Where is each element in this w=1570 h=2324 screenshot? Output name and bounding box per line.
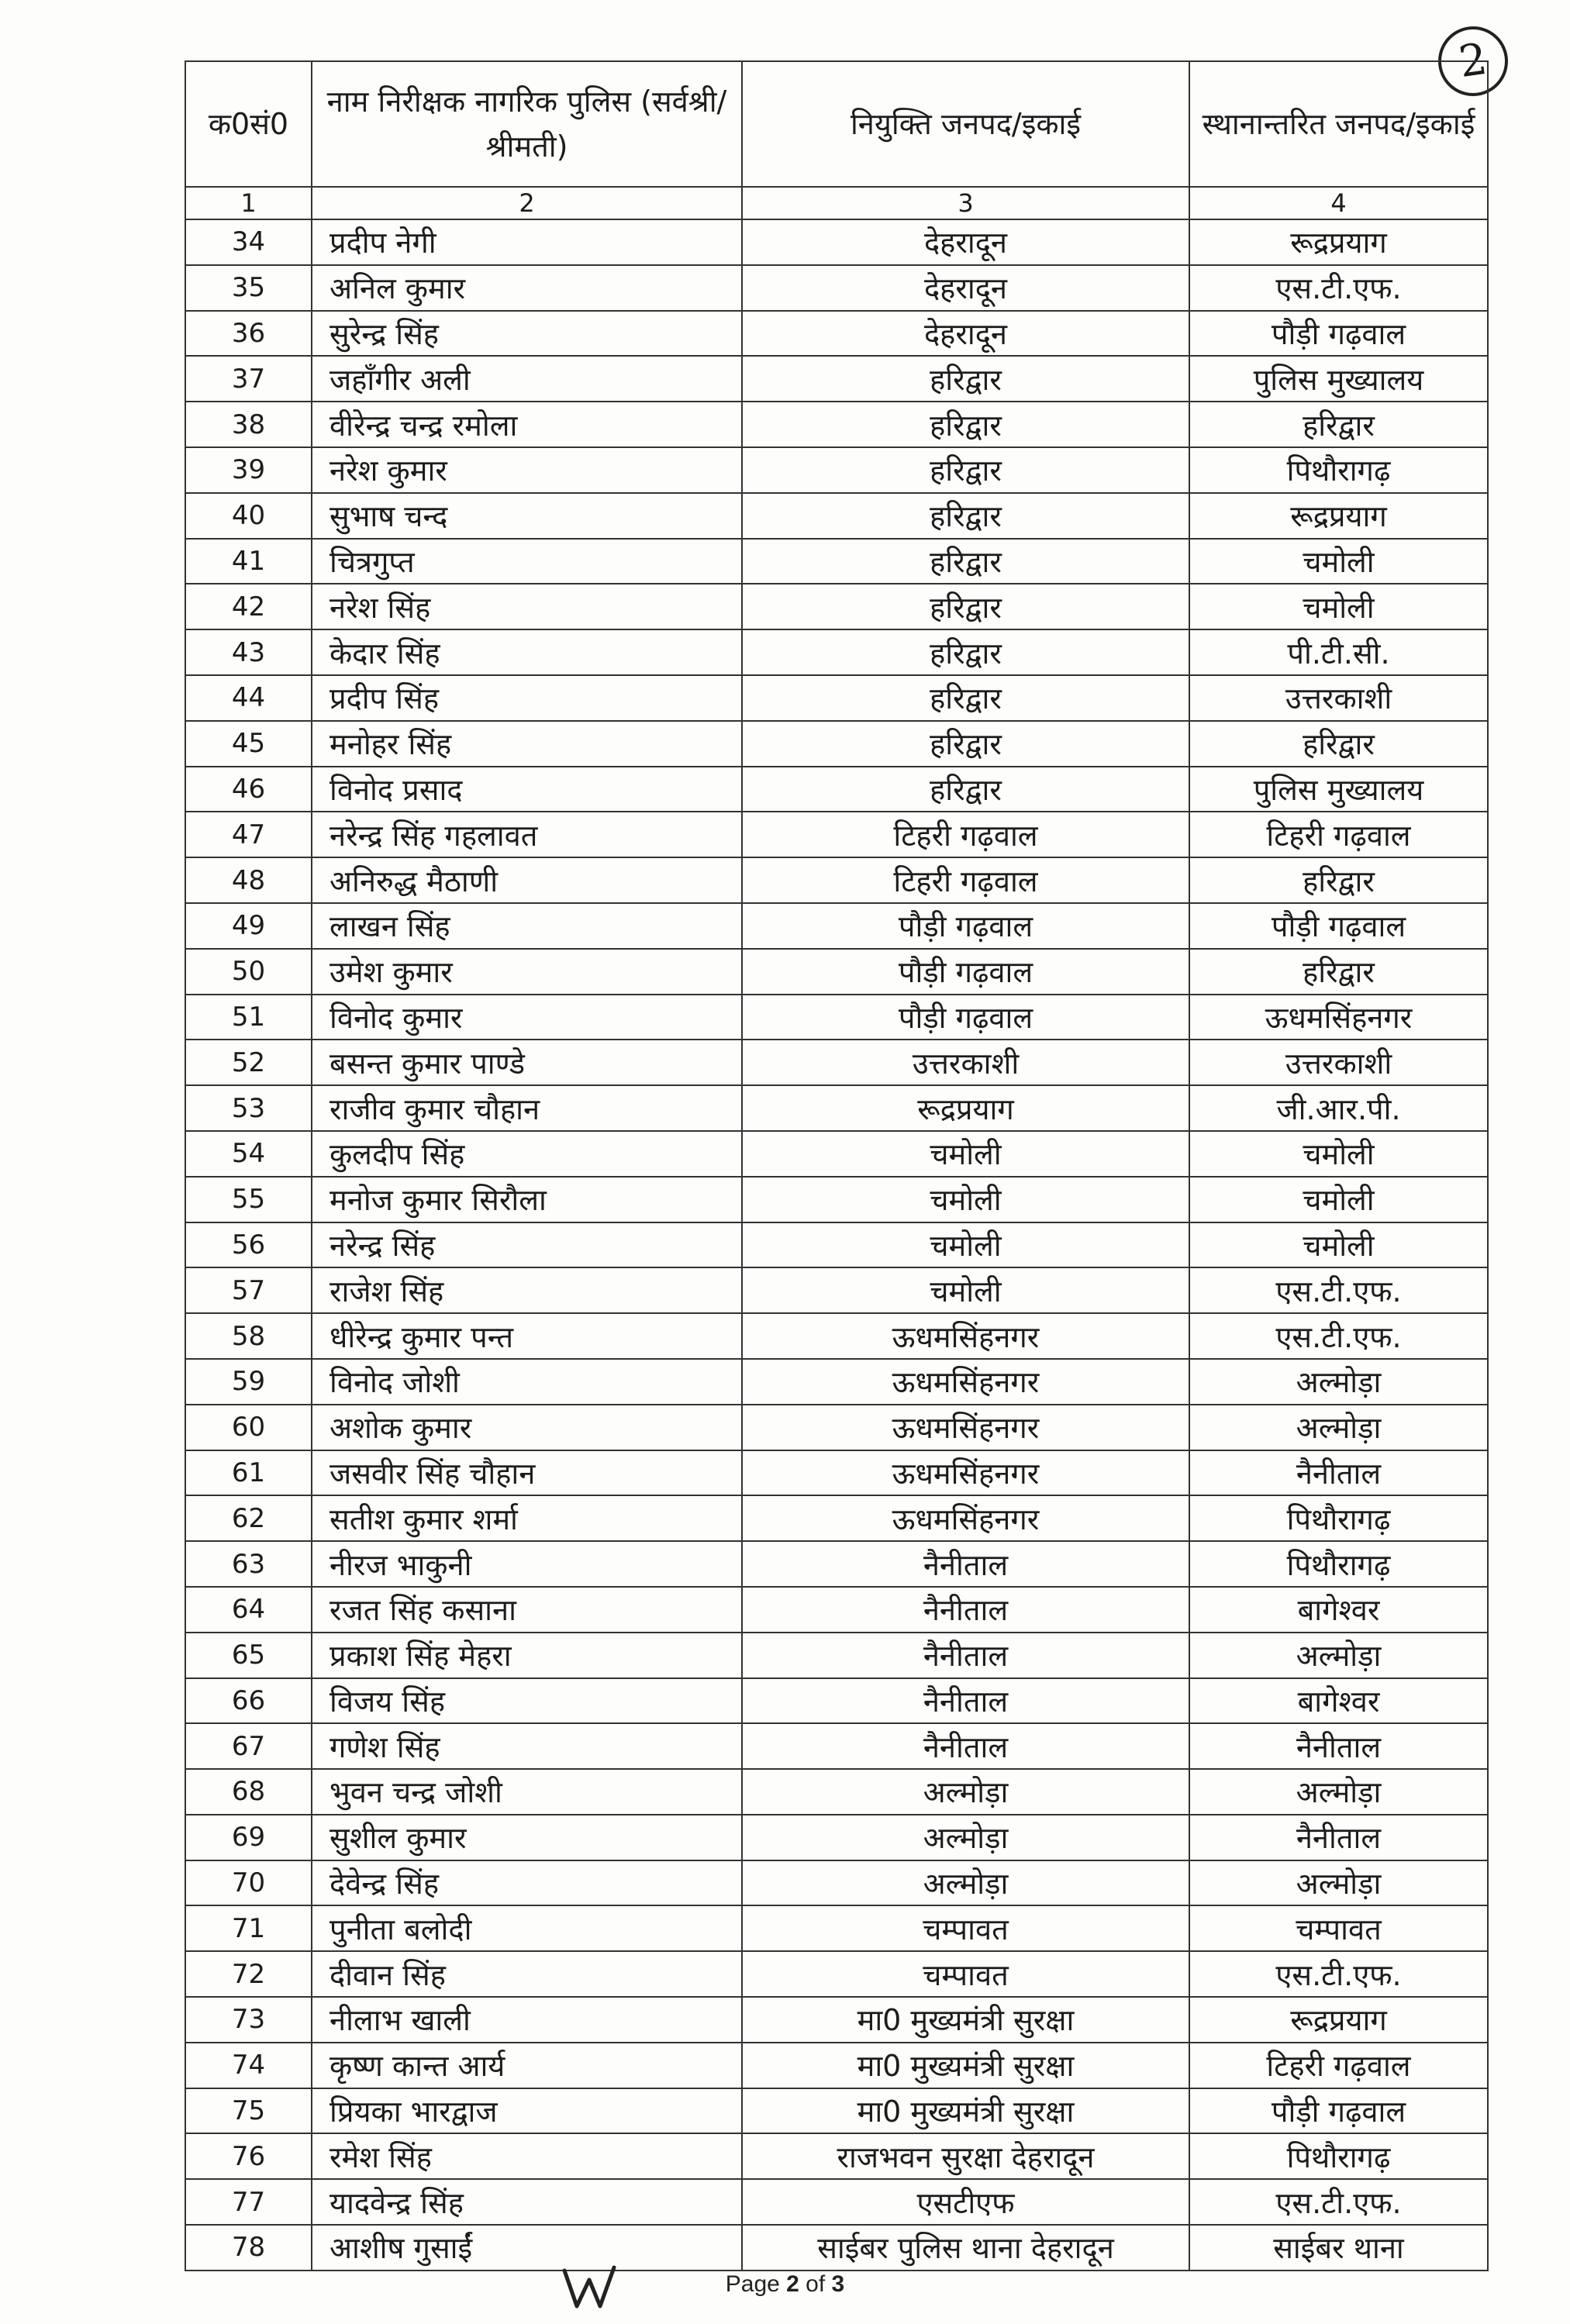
posting-cell: पौड़ी गढ़वाल (742, 903, 1189, 949)
posting-cell: नैनीताल (742, 1678, 1189, 1724)
posting-cell: टिहरी गढ़वाल (742, 857, 1189, 903)
table-row (185, 1222, 1488, 1268)
header-transferred-to: स्थानान्तरित जनपद/इकाई (1189, 61, 1488, 187)
table-row (185, 949, 1488, 995)
name-cell: राजेश सिंह (312, 1267, 742, 1313)
table-row (185, 1450, 1488, 1496)
transferred-to-cell: पिथौरागढ़ (1189, 1495, 1488, 1541)
name-cell: धीरेन्द्र कुमार पन्त (312, 1313, 742, 1359)
name-cell: नरेन्द्र सिंह (312, 1222, 742, 1268)
posting-cell: चमोली (742, 1177, 1189, 1222)
table-row (185, 356, 1488, 402)
column-number: 4 (1189, 187, 1488, 219)
transferred-to-cell: पौड़ी गढ़वाल (1189, 903, 1488, 949)
name-cell: सुशील कुमार (312, 1815, 742, 1860)
table-row (185, 1951, 1488, 1997)
table-row (185, 1267, 1488, 1313)
name-cell: लाखन सिंह (312, 903, 742, 949)
transferred-to-cell: हरिद्वार (1189, 402, 1488, 447)
transferred-to-cell: एस.टी.एफ. (1189, 1267, 1488, 1313)
table-row (185, 584, 1488, 629)
table-row (185, 1905, 1488, 1951)
name-cell: सतीश कुमार शर्मा (312, 1495, 742, 1541)
serial-cell: 58 (185, 1313, 312, 1359)
name-cell: कृष्ण कान्त आर्य (312, 2043, 742, 2088)
table-row (185, 1085, 1488, 1131)
serial-cell: 75 (185, 2088, 312, 2134)
table-row (185, 995, 1488, 1040)
serial-cell: 74 (185, 2043, 312, 2088)
serial-cell: 61 (185, 1450, 312, 1496)
name-cell: अनिरुद्ध मैठाणी (312, 857, 742, 903)
table-row (185, 219, 1488, 265)
transferred-to-cell: बागेश्वर (1189, 1678, 1488, 1724)
posting-cell: मा0 मुख्यमंत्री सुरक्षा (742, 2088, 1189, 2134)
serial-cell: 69 (185, 1815, 312, 1860)
posting-cell: चमोली (742, 1131, 1189, 1177)
transferred-to-cell: नैनीताल (1189, 1723, 1488, 1769)
table-row (185, 1177, 1488, 1222)
table-row (185, 903, 1488, 949)
serial-cell: 46 (185, 767, 312, 812)
serial-cell: 63 (185, 1541, 312, 1587)
name-cell: सुभाष चन्द (312, 493, 742, 539)
transferred-to-cell: नैनीताल (1189, 1450, 1488, 1496)
serial-cell: 48 (185, 857, 312, 903)
transferred-to-cell: जी.आर.पी. (1189, 1085, 1488, 1131)
transferred-to-cell: नैनीताल (1189, 1815, 1488, 1860)
footer-middle: of (799, 2271, 832, 2297)
name-cell: सुरेन्द्र सिंह (312, 311, 742, 357)
footer-prefix: Page (725, 2271, 787, 2297)
posting-cell: टिहरी गढ़वाल (742, 812, 1189, 857)
transferred-to-cell: साईबर थाना (1189, 2225, 1488, 2271)
name-cell: दीवान सिंह (312, 1951, 742, 1997)
name-cell: नीलाभ खाली (312, 1997, 742, 2043)
name-cell: पुनीता बलोदी (312, 1905, 742, 1951)
name-cell: वीरेन्द्र चन्द्र रमोला (312, 402, 742, 447)
transferred-to-cell: अल्मोड़ा (1189, 1359, 1488, 1405)
serial-cell: 54 (185, 1131, 312, 1177)
posting-cell: चम्पावत (742, 1951, 1189, 1997)
table-row (185, 1587, 1488, 1633)
table-row (185, 1997, 1488, 2043)
name-cell: राजीव कुमार चौहान (312, 1085, 742, 1131)
name-cell: विनोद प्रसाद (312, 767, 742, 812)
table-row (185, 402, 1488, 447)
posting-cell: हरिद्वार (742, 675, 1189, 721)
serial-cell: 42 (185, 584, 312, 629)
posting-cell: मा0 मुख्यमंत्री सुरक्षा (742, 2043, 1189, 2088)
transferred-to-cell: उत्तरकाशी (1189, 1040, 1488, 1085)
footer-current-page: 2 (786, 2271, 799, 2297)
posting-cell: अल्मोड़ा (742, 1769, 1189, 1815)
posting-cell: चमोली (742, 1222, 1189, 1268)
posting-cell: हरिद्वार (742, 402, 1189, 447)
table-row (185, 1769, 1488, 1815)
transferred-to-cell: टिहरी गढ़वाल (1189, 812, 1488, 857)
name-cell: भुवन चन्द्र जोशी (312, 1769, 742, 1815)
posting-cell: देहरादून (742, 311, 1189, 357)
name-cell: नरेश कुमार (312, 447, 742, 493)
posting-cell: हरिद्वार (742, 356, 1189, 402)
name-cell: प्रियका भारद्वाज (312, 2088, 742, 2134)
serial-cell: 64 (185, 1587, 312, 1633)
column-number: 2 (312, 187, 742, 219)
transferred-to-cell: चमोली (1189, 1177, 1488, 1222)
serial-cell: 51 (185, 995, 312, 1040)
table-row (185, 1040, 1488, 1085)
name-cell: मनोहर सिंह (312, 721, 742, 767)
serial-cell: 34 (185, 219, 312, 265)
serial-cell: 60 (185, 1405, 312, 1450)
serial-cell: 65 (185, 1633, 312, 1678)
transferred-to-cell: बागेश्वर (1189, 1587, 1488, 1633)
table-row (185, 493, 1488, 539)
serial-cell: 50 (185, 949, 312, 995)
transferred-to-cell: पिथौरागढ़ (1189, 1541, 1488, 1587)
name-cell: मनोज कुमार सिरौला (312, 1177, 742, 1222)
posting-cell: देहरादून (742, 265, 1189, 311)
header-serial: क0सं0 (185, 61, 312, 187)
serial-cell: 36 (185, 311, 312, 357)
name-cell: प्रदीप नेगी (312, 219, 742, 265)
transferred-to-cell: चमोली (1189, 584, 1488, 629)
posting-cell: नैनीताल (742, 1541, 1189, 1587)
posting-cell: अल्मोड़ा (742, 1815, 1189, 1860)
table-row (185, 1633, 1488, 1678)
serial-cell: 59 (185, 1359, 312, 1405)
table-row (185, 1541, 1488, 1587)
transferred-to-cell: पिथौरागढ़ (1189, 2133, 1488, 2179)
name-cell: प्रकाश सिंह मेहरा (312, 1633, 742, 1678)
transferred-to-cell: एस.टी.एफ. (1189, 1313, 1488, 1359)
transferred-to-cell: अल्मोड़ा (1189, 1633, 1488, 1678)
name-cell: विनोद जोशी (312, 1359, 742, 1405)
column-number-row (185, 187, 1488, 219)
posting-cell: एसटीएफ (742, 2179, 1189, 2225)
name-cell: नीरज भाकुनी (312, 1541, 742, 1587)
transferred-to-cell: अल्मोड़ा (1189, 1405, 1488, 1450)
serial-cell: 78 (185, 2225, 312, 2271)
name-cell: अशोक कुमार (312, 1405, 742, 1450)
serial-cell: 37 (185, 356, 312, 402)
table-body (185, 219, 1488, 2271)
posting-cell: हरिद्वार (742, 721, 1189, 767)
transferred-to-cell: अल्मोड़ा (1189, 1860, 1488, 1906)
posting-cell: पौड़ी गढ़वाल (742, 949, 1189, 995)
table-row (185, 629, 1488, 675)
name-cell: देवेन्द्र सिंह (312, 1860, 742, 1906)
table-row (185, 812, 1488, 857)
name-cell: प्रदीप सिंह (312, 675, 742, 721)
posting-cell: पौड़ी गढ़वाल (742, 995, 1189, 1040)
name-cell: नरेन्द्र सिंह गहलावत (312, 812, 742, 857)
name-cell: जसवीर सिंह चौहान (312, 1450, 742, 1496)
serial-cell: 67 (185, 1723, 312, 1769)
posting-cell: हरिद्वार (742, 629, 1189, 675)
posting-cell: हरिद्वार (742, 584, 1189, 629)
table-row (185, 2133, 1488, 2179)
page-number-mark: 2 (1434, 22, 1513, 101)
name-cell: बसन्त कुमार पाण्डे (312, 1040, 742, 1085)
posting-cell: देहरादून (742, 219, 1189, 265)
table-row (185, 2043, 1488, 2088)
transferred-to-cell: उत्तरकाशी (1189, 675, 1488, 721)
serial-cell: 68 (185, 1769, 312, 1815)
serial-cell: 55 (185, 1177, 312, 1222)
posting-cell: हरिद्वार (742, 447, 1189, 493)
transferred-to-cell: एस.टी.एफ. (1189, 265, 1488, 311)
table-row (185, 2225, 1488, 2271)
table-row (185, 721, 1488, 767)
serial-cell: 44 (185, 675, 312, 721)
name-cell: जहाँगीर अली (312, 356, 742, 402)
transferred-to-cell: पौड़ी गढ़वाल (1189, 2088, 1488, 2134)
posting-cell: उत्तरकाशी (742, 1040, 1189, 1085)
table-row (185, 1678, 1488, 1724)
name-cell: गणेश सिंह (312, 1723, 742, 1769)
name-cell: कुलदीप सिंह (312, 1131, 742, 1177)
posting-cell: ऊधमसिंहनगर (742, 1405, 1189, 1450)
serial-cell: 57 (185, 1267, 312, 1313)
serial-cell: 47 (185, 812, 312, 857)
transferred-to-cell: चमोली (1189, 539, 1488, 584)
name-cell: विनोद कुमार (312, 995, 742, 1040)
table-row (185, 1359, 1488, 1405)
name-cell: रमेश सिंह (312, 2133, 742, 2179)
name-cell: उमेश कुमार (312, 949, 742, 995)
serial-cell: 35 (185, 265, 312, 311)
transferred-to-cell: एस.टी.एफ. (1189, 2179, 1488, 2225)
posting-cell: नैनीताल (742, 1723, 1189, 1769)
posting-cell: अल्मोड़ा (742, 1860, 1189, 1906)
name-cell: यादवेन्द्र सिंह (312, 2179, 742, 2225)
posting-cell: रूद्रप्रयाग (742, 1085, 1189, 1131)
transferred-to-cell: टिहरी गढ़वाल (1189, 2043, 1488, 2088)
table-row (185, 2179, 1488, 2225)
serial-cell: 62 (185, 1495, 312, 1541)
table-row (185, 1815, 1488, 1860)
posting-cell: हरिद्वार (742, 539, 1189, 584)
transferred-to-cell: पिथौरागढ़ (1189, 447, 1488, 493)
transferred-to-cell: हरिद्वार (1189, 857, 1488, 903)
table-row (185, 1495, 1488, 1541)
serial-cell: 71 (185, 1905, 312, 1951)
transferred-to-cell: पौड़ी गढ़वाल (1189, 311, 1488, 357)
transferred-to-cell: हरिद्वार (1189, 721, 1488, 767)
name-cell: रजत सिंह कसाना (312, 1587, 742, 1633)
posting-cell: ऊधमसिंहनगर (742, 1313, 1189, 1359)
name-cell: अनिल कुमार (312, 265, 742, 311)
transferred-to-cell: चम्पावत (1189, 1905, 1488, 1951)
column-number: 3 (742, 187, 1189, 219)
table-row (185, 675, 1488, 721)
name-cell: चित्रगुप्त (312, 539, 742, 584)
transferred-to-cell: चमोली (1189, 1222, 1488, 1268)
name-cell: विजय सिंह (312, 1678, 742, 1724)
serial-cell: 76 (185, 2133, 312, 2179)
serial-cell: 53 (185, 1085, 312, 1131)
serial-cell: 45 (185, 721, 312, 767)
name-cell: आशीष गुसाईं (312, 2225, 742, 2271)
serial-cell: 66 (185, 1678, 312, 1724)
posting-cell: हरिद्वार (742, 767, 1189, 812)
posting-cell: ऊधमसिंहनगर (742, 1450, 1189, 1496)
name-cell: केदार सिंह (312, 629, 742, 675)
posting-cell: ऊधमसिंहनगर (742, 1495, 1189, 1541)
table-row (185, 265, 1488, 311)
table-row (185, 1860, 1488, 1906)
posting-cell: हरिद्वार (742, 493, 1189, 539)
serial-cell: 39 (185, 447, 312, 493)
header-posting: नियुक्ति जनपद/इकाई (742, 61, 1189, 187)
page-footer (0, 2271, 1570, 2298)
table-row (185, 767, 1488, 812)
serial-cell: 70 (185, 1860, 312, 1906)
transferred-to-cell: पी.टी.सी. (1189, 629, 1488, 675)
transferred-to-cell: पुलिस मुख्यालय (1189, 767, 1488, 812)
transferred-to-cell: एस.टी.एफ. (1189, 1951, 1488, 1997)
table-row (185, 1723, 1488, 1769)
serial-cell: 49 (185, 903, 312, 949)
transferred-to-cell: पुलिस मुख्यालय (1189, 356, 1488, 402)
column-number: 1 (185, 187, 312, 219)
serial-cell: 56 (185, 1222, 312, 1268)
serial-cell: 52 (185, 1040, 312, 1085)
serial-cell: 77 (185, 2179, 312, 2225)
header-name: नाम निरीक्षक नागरिक पुलिस (सर्वश्री/श्रीमती) (312, 61, 742, 187)
serial-cell: 41 (185, 539, 312, 584)
header-row (185, 61, 1488, 187)
posting-cell: साईबर पुलिस थाना देहरादून (742, 2225, 1189, 2271)
transferred-to-cell: अल्मोड़ा (1189, 1769, 1488, 1815)
footer-total-pages: 3 (831, 2271, 845, 2297)
name-cell: नरेश सिंह (312, 584, 742, 629)
posting-cell: चमोली (742, 1267, 1189, 1313)
transferred-to-cell: चमोली (1189, 1131, 1488, 1177)
table-row (185, 1313, 1488, 1359)
transferred-to-cell: रूद्रप्रयाग (1189, 219, 1488, 265)
table-row (185, 311, 1488, 357)
table-row (185, 539, 1488, 584)
table-row (185, 2088, 1488, 2134)
table-row (185, 857, 1488, 903)
posting-cell: राजभवन सुरक्षा देहरादून (742, 2133, 1189, 2179)
transfer-table (185, 60, 1489, 2271)
table-row (185, 1131, 1488, 1177)
transferred-to-cell: रूद्रप्रयाग (1189, 493, 1488, 539)
transferred-to-cell: रूद्रप्रयाग (1189, 1997, 1488, 2043)
serial-cell: 38 (185, 402, 312, 447)
posting-cell: मा0 मुख्यमंत्री सुरक्षा (742, 1997, 1189, 2043)
serial-cell: 72 (185, 1951, 312, 1997)
serial-cell: 43 (185, 629, 312, 675)
table-row (185, 447, 1488, 493)
transferred-to-cell: ऊधमसिंहनगर (1189, 995, 1488, 1040)
serial-cell: 40 (185, 493, 312, 539)
posting-cell: नैनीताल (742, 1587, 1189, 1633)
posting-cell: नैनीताल (742, 1633, 1189, 1678)
table-row (185, 1405, 1488, 1450)
posting-cell: ऊधमसिंहनगर (742, 1359, 1189, 1405)
serial-cell: 73 (185, 1997, 312, 2043)
transferred-to-cell: हरिद्वार (1189, 949, 1488, 995)
posting-cell: चम्पावत (742, 1905, 1189, 1951)
